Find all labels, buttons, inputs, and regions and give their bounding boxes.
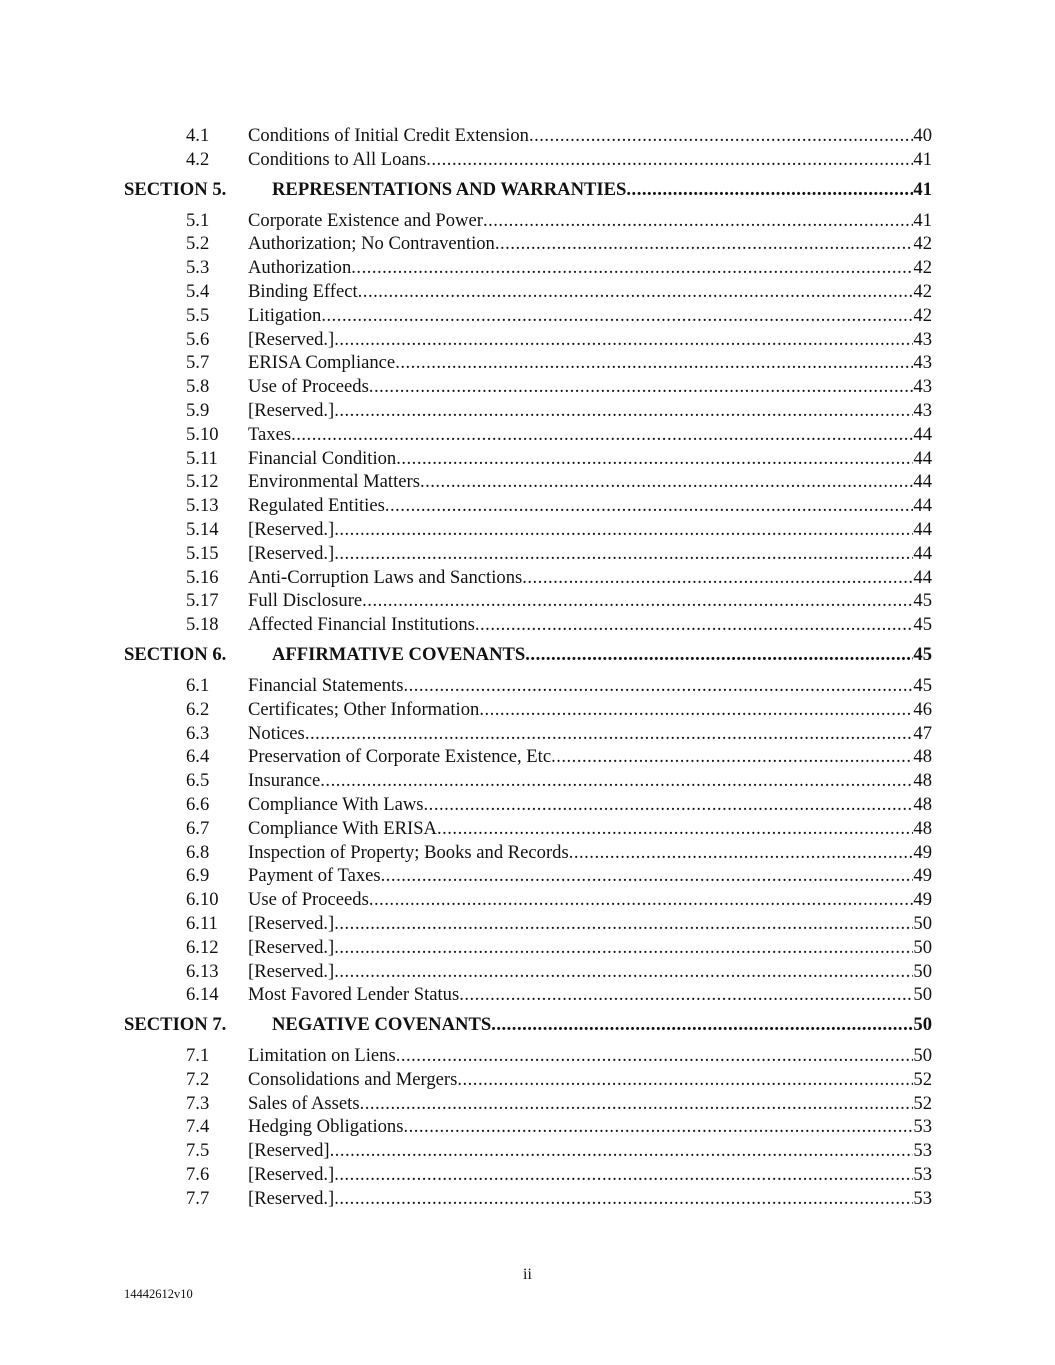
toc-page-number: 48	[913, 817, 932, 839]
toc-leader-dots	[334, 328, 913, 352]
toc-leader-dots	[369, 888, 914, 912]
toc-title: [Reserved.]	[248, 1187, 335, 1209]
toc-title: [Reserved.]	[248, 1164, 335, 1186]
toc-number: 5.5	[186, 304, 210, 326]
toc-page-number: 45	[913, 674, 932, 696]
toc-entry[interactable]	[124, 566, 932, 590]
toc-number: 5.16	[186, 566, 219, 588]
toc-leader-dots	[457, 1068, 913, 1092]
toc-entry[interactable]	[124, 494, 932, 518]
toc-number: 6.3	[186, 722, 210, 744]
toc-leader-dots	[291, 423, 913, 447]
toc-number: 6.11	[186, 912, 218, 934]
toc-page-number: 47	[913, 722, 932, 744]
toc-page-number: 42	[913, 257, 932, 279]
document-id: 14442612v10	[124, 1287, 193, 1301]
toc-page-number: 50	[913, 1014, 932, 1036]
toc-page-number: 44	[913, 423, 932, 445]
toc-number: 6.5	[186, 770, 210, 792]
toc-title: [Reserved.]	[248, 328, 335, 350]
toc-entry[interactable]	[124, 542, 932, 566]
toc-page-number: 41	[913, 148, 932, 170]
toc-title: Full Disclosure	[248, 590, 363, 612]
toc-leader-dots	[334, 1187, 913, 1211]
page-number: ii	[523, 1266, 532, 1283]
toc-page-number: 44	[913, 566, 932, 588]
toc-entry[interactable]	[124, 518, 932, 542]
toc-section-heading[interactable]	[124, 642, 932, 668]
toc-page-number: 44	[913, 495, 932, 517]
toc-entry[interactable]	[124, 351, 932, 375]
toc-entry[interactable]	[124, 864, 932, 888]
toc-title: [Reserved.]	[248, 936, 335, 958]
toc-entry[interactable]	[124, 589, 932, 613]
toc-title: [Reserved.]	[248, 960, 335, 982]
toc-entry[interactable]	[124, 470, 932, 494]
toc-entry[interactable]	[124, 674, 932, 698]
toc-title: NEGATIVE COVENANTS	[272, 1014, 492, 1036]
toc-title: [Reserved.]	[248, 399, 335, 421]
toc-page-number: 44	[913, 447, 932, 469]
toc-leader-dots	[396, 1044, 914, 1068]
toc-page-number: 44	[913, 471, 932, 493]
toc-title: Corporate Existence and Power	[248, 209, 483, 231]
toc-title: Financial Statements	[248, 674, 404, 696]
toc-title: Limitation on Liens	[248, 1045, 396, 1067]
toc-leader-dots	[360, 1092, 914, 1116]
toc-leader-dots	[529, 124, 913, 148]
toc-entry[interactable]	[124, 698, 932, 722]
toc-entry[interactable]	[124, 793, 932, 817]
toc-title: REPRESENTATIONS AND WARRANTIES	[272, 178, 627, 200]
toc-title: Conditions of Initial Credit Extension	[248, 125, 529, 146]
toc-number: SECTION 5.	[124, 178, 227, 200]
toc-title: Anti-Corruption Laws and Sanctions	[248, 566, 523, 588]
toc-number: 5.8	[186, 376, 210, 398]
toc-entry[interactable]	[124, 1044, 932, 1068]
table-of-contents	[124, 124, 932, 1211]
toc-number: 6.7	[186, 817, 210, 839]
toc-entry[interactable]	[124, 280, 932, 304]
toc-number: 5.17	[186, 590, 219, 612]
toc-page-number: 52	[913, 1068, 932, 1090]
toc-entry[interactable]	[124, 912, 932, 936]
toc-entry[interactable]	[124, 1068, 932, 1092]
toc-title: Consolidations and Mergers	[248, 1068, 458, 1090]
toc-leader-dots	[305, 722, 914, 746]
toc-title: Authorization	[248, 257, 352, 279]
toc-number: 6.13	[186, 960, 219, 982]
toc-page-number: 50	[913, 936, 932, 958]
toc-title: [Reserved.]	[248, 518, 335, 540]
toc-title: [Reserved.]	[248, 912, 335, 934]
toc-leader-dots	[334, 960, 913, 984]
toc-title: Certificates; Other Information	[248, 698, 480, 720]
toc-leader-dots	[351, 256, 913, 280]
toc-page-number: 46	[913, 698, 932, 720]
toc-page-number: 53	[913, 1164, 932, 1186]
toc-entry[interactable]	[124, 1092, 932, 1116]
toc-number: 7.1	[186, 1045, 210, 1067]
toc-number: 6.8	[186, 841, 210, 863]
toc-page-number: 49	[913, 889, 932, 911]
toc-entry[interactable]	[124, 769, 932, 793]
toc-number: 5.2	[186, 233, 210, 255]
toc-page-number: 43	[913, 328, 932, 350]
toc-leader-dots	[396, 447, 913, 471]
toc-number: 6.4	[186, 746, 210, 768]
toc-leader-dots	[334, 542, 913, 566]
toc-title: Insurance	[248, 770, 321, 792]
toc-leader-dots	[403, 674, 913, 698]
toc-leader-dots	[403, 1115, 913, 1139]
toc-leader-dots	[362, 589, 913, 613]
toc-number: 5.9	[186, 399, 210, 421]
toc-number: 4.1	[186, 125, 210, 146]
toc-entry[interactable]	[124, 983, 932, 1007]
toc-title: Conditions to All Loans	[248, 148, 427, 170]
toc-entry[interactable]	[124, 209, 932, 233]
toc-leader-dots	[358, 280, 914, 304]
toc-title: Hedging Obligations	[248, 1116, 404, 1138]
toc-leader-dots	[626, 177, 913, 203]
toc-number: 5.15	[186, 542, 219, 564]
toc-entry[interactable]	[124, 447, 932, 471]
toc-leader-dots	[522, 566, 913, 590]
toc-entry[interactable]	[124, 232, 932, 256]
toc-leader-dots	[420, 470, 913, 494]
toc-page-number: 40	[913, 125, 932, 146]
toc-leader-dots	[385, 494, 914, 518]
toc-title: Inspection of Property; Books and Records	[248, 841, 569, 863]
toc-leader-dots	[321, 304, 913, 328]
toc-leader-dots	[459, 983, 913, 1007]
toc-entry[interactable]	[124, 936, 932, 960]
toc-leader-dots	[491, 1012, 913, 1038]
toc-title: Financial Condition	[248, 447, 397, 469]
toc-number: SECTION 6.	[124, 643, 227, 665]
toc-title: Most Favored Lender Status	[248, 984, 460, 1006]
toc-entry[interactable]	[124, 423, 932, 447]
toc-title: Litigation	[248, 304, 322, 326]
toc-number: 7.6	[186, 1164, 210, 1186]
toc-page-number: 50	[913, 984, 932, 1006]
toc-number: 5.11	[186, 447, 218, 469]
toc-number: 7.3	[186, 1092, 210, 1114]
toc-title: ERISA Compliance	[248, 352, 396, 374]
toc-number: 7.4	[186, 1116, 210, 1138]
toc-page-number: 45	[913, 614, 932, 636]
toc-title: Environmental Matters	[248, 471, 420, 493]
toc-number: 7.5	[186, 1140, 210, 1162]
toc-entry[interactable]	[124, 304, 932, 328]
toc-number: 5.3	[186, 257, 210, 279]
toc-number: 6.14	[186, 984, 219, 1006]
toc-leader-dots	[334, 912, 913, 936]
toc-page-number: 48	[913, 746, 932, 768]
toc-number: 5.14	[186, 518, 219, 540]
toc-title: Notices	[248, 722, 305, 744]
toc-number: 5.13	[186, 495, 219, 517]
toc-title: Regulated Entities	[248, 495, 385, 517]
toc-number: 5.10	[186, 423, 219, 445]
toc-title: Compliance With Laws	[248, 793, 424, 815]
toc-leader-dots	[483, 209, 913, 233]
toc-title: Binding Effect	[248, 280, 358, 302]
toc-entry[interactable]	[124, 124, 932, 148]
toc-section-heading[interactable]	[124, 177, 932, 203]
toc-leader-dots	[426, 148, 913, 172]
toc-title: Sales of Assets	[248, 1092, 360, 1114]
toc-leader-dots	[437, 817, 913, 841]
toc-entry[interactable]	[124, 817, 932, 841]
toc-entry[interactable]	[124, 841, 932, 865]
toc-title: Use of Proceeds	[248, 376, 369, 398]
toc-entry[interactable]	[124, 328, 932, 352]
toc-leader-dots	[334, 936, 913, 960]
toc-entry[interactable]	[124, 1163, 932, 1187]
toc-page-number: 49	[913, 865, 932, 887]
toc-page-number: 44	[913, 542, 932, 564]
toc-number: SECTION 7.	[124, 1014, 227, 1036]
toc-page-number: 53	[913, 1116, 932, 1138]
toc-title: Use of Proceeds	[248, 889, 369, 911]
toc-entry[interactable]	[124, 1187, 932, 1211]
toc-page-number: 44	[913, 518, 932, 540]
toc-entry[interactable]	[124, 1139, 932, 1163]
toc-page-number: 53	[913, 1140, 932, 1162]
toc-number: 5.12	[186, 471, 219, 493]
toc-number: 5.7	[186, 352, 210, 374]
toc-page-number: 50	[913, 912, 932, 934]
toc-leader-dots	[369, 375, 914, 399]
toc-number: 6.6	[186, 793, 210, 815]
toc-leader-dots	[479, 698, 913, 722]
toc-number: 5.18	[186, 614, 219, 636]
toc-page-number: 42	[913, 280, 932, 302]
toc-title: [Reserved.]	[248, 542, 335, 564]
toc-title: Taxes	[248, 423, 292, 445]
toc-number: 6.1	[186, 674, 210, 696]
toc-number: 6.9	[186, 865, 210, 887]
toc-number: 4.2	[186, 148, 210, 170]
toc-leader-dots	[334, 518, 913, 542]
toc-leader-dots	[551, 745, 913, 769]
toc-page-number: 52	[913, 1092, 932, 1114]
toc-title: Payment of Taxes	[248, 865, 381, 887]
toc-page-number: 43	[913, 376, 932, 398]
toc-page-number: 53	[913, 1187, 932, 1209]
toc-page-number: 49	[913, 841, 932, 863]
toc-entry[interactable]	[124, 148, 932, 172]
toc-page-number: 41	[913, 209, 932, 231]
toc-leader-dots	[320, 769, 913, 793]
toc-page-number: 45	[913, 590, 932, 612]
toc-page-number: 43	[913, 352, 932, 374]
toc-number: 6.2	[186, 698, 210, 720]
toc-number: 5.6	[186, 328, 210, 350]
toc-entry[interactable]	[124, 256, 932, 280]
toc-entry[interactable]	[124, 375, 932, 399]
toc-leader-dots	[569, 841, 914, 865]
toc-number: 7.7	[186, 1187, 210, 1209]
toc-entry[interactable]	[124, 722, 932, 746]
toc-page-number: 42	[913, 304, 932, 326]
toc-title: AFFIRMATIVE COVENANTS	[272, 643, 526, 665]
toc-leader-dots	[395, 351, 913, 375]
toc-page-number: 50	[913, 960, 932, 982]
toc-title: Authorization; No Contravention	[248, 233, 495, 255]
toc-title: Affected Financial Institutions	[248, 614, 475, 636]
toc-number: 5.1	[186, 209, 210, 231]
toc-section-heading[interactable]	[124, 1012, 932, 1038]
toc-entry[interactable]	[124, 745, 932, 769]
toc-leader-dots	[334, 1163, 913, 1187]
toc-page-number: 41	[913, 178, 932, 200]
toc-number: 6.10	[186, 889, 219, 911]
toc-page-number: 43	[913, 399, 932, 421]
toc-leader-dots	[381, 864, 914, 888]
toc-leader-dots	[334, 399, 913, 423]
toc-entry[interactable]	[124, 1115, 932, 1139]
toc-entry[interactable]	[124, 399, 932, 423]
toc-entry[interactable]	[124, 888, 932, 912]
toc-leader-dots	[424, 793, 914, 817]
toc-entry[interactable]	[124, 960, 932, 984]
toc-page-number: 50	[913, 1045, 932, 1067]
toc-title: [Reserved]	[248, 1140, 330, 1162]
toc-number: 5.4	[186, 280, 210, 302]
toc-page-number: 48	[913, 770, 932, 792]
toc-page-number: 45	[913, 643, 932, 665]
toc-page-number: 42	[913, 233, 932, 255]
toc-title: Compliance With ERISA	[248, 817, 437, 839]
toc-leader-dots	[475, 613, 914, 637]
toc-leader-dots	[495, 232, 914, 256]
toc-page-number: 48	[913, 793, 932, 815]
toc-number: 7.2	[186, 1068, 210, 1090]
toc-title: Preservation of Corporate Existence, Etc	[248, 746, 552, 768]
toc-number: 6.12	[186, 936, 219, 958]
toc-entry[interactable]	[124, 613, 932, 637]
toc-leader-dots	[330, 1139, 914, 1163]
toc-leader-dots	[525, 642, 913, 668]
